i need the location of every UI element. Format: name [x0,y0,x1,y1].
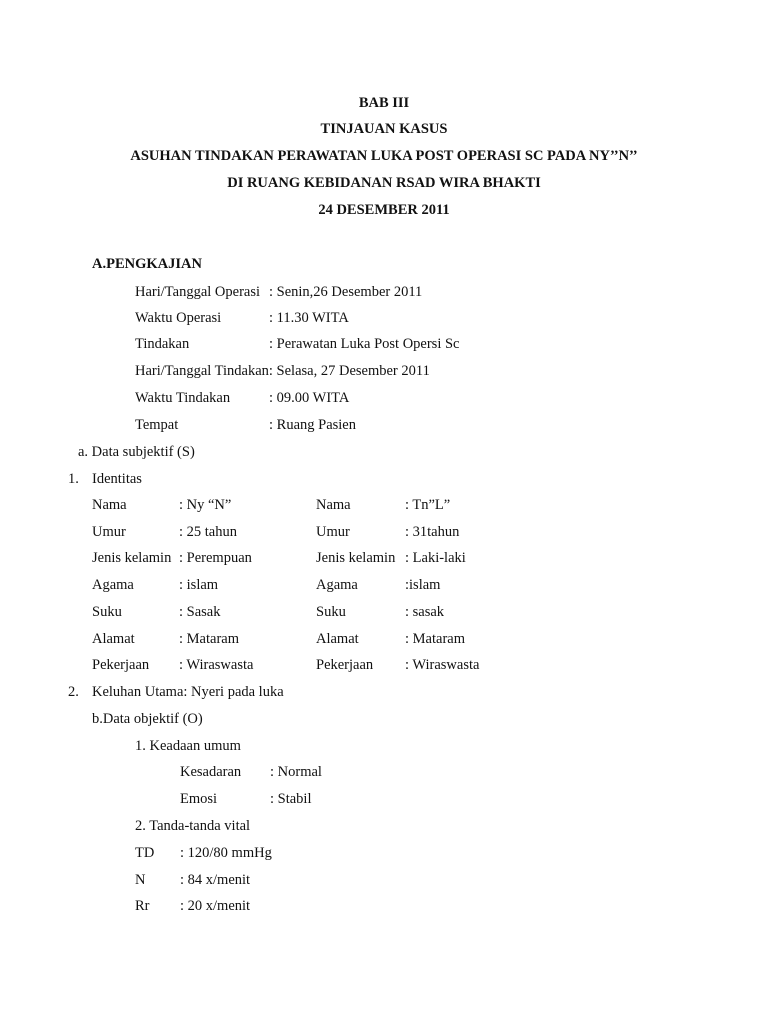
identitas-value: : Tn”L” [405,497,451,513]
tanda-vital-heading: 2. Tanda-tanda vital [135,818,251,834]
pengkajian-label: Hari/Tanggal Tindakan: Selasa, 27 Desember 2011 [135,363,430,379]
identitas-label: Nama [316,497,351,513]
identitas-value: : Perempuan [179,550,252,566]
pengkajian-value: : Senin,26 Desember 2011 [269,284,423,300]
pengkajian-value: : Perawatan Luka Post Opersi Sc [269,336,460,352]
identitas-number: 1. [68,471,79,487]
pengkajian-value: : Ruang Pasien [269,417,356,433]
identitas-label: Suku [92,604,122,620]
chapter-title: BAB III [358,95,410,111]
identitas-value: : Ny “N” [179,497,232,513]
vital-label: TD [135,845,155,861]
vital-label: N [135,872,146,888]
identitas-value: : Wiraswasta [179,657,254,673]
date-title: 24 DESEMBER 2011 [318,202,450,218]
identitas-value: : Wiraswasta [405,657,480,673]
vital-value: : 20 x/menit [180,898,251,914]
identitas-label: Agama [92,577,134,593]
identitas-value: : Laki-laki [405,550,466,566]
identitas-value: : 25 tahun [179,524,237,540]
pengkajian-value: : 09.00 WITA [269,390,350,406]
identitas-value: : Sasak [179,604,221,620]
pengkajian-label: Tindakan [135,336,190,352]
identitas-value: :islam [405,577,441,593]
vital-value: : 120/80 mmHg [180,845,272,861]
keluhan-utama: Keluhan Utama: Nyeri pada luka [92,684,284,700]
identitas-heading: Identitas [92,471,142,487]
pengkajian-value: : 11.30 WITA [269,310,349,326]
vital-label: Rr [135,898,150,914]
pengkajian-label: Waktu Operasi [135,310,222,326]
identitas-label: Umur [92,524,126,540]
identitas-label: Suku [316,604,346,620]
identitas-label: Alamat [316,631,359,647]
identitas-label: Nama [92,497,127,513]
data-subjektif-heading: a. Data subjektif (S) [78,444,195,460]
identitas-label: Jenis kelamin [316,550,396,566]
vital-value: : 84 x/menit [180,872,251,888]
identitas-value: : Mataram [179,631,239,647]
section-a-heading: A.PENGKAJIAN [92,256,202,272]
identitas-label: Agama [316,577,358,593]
data-objektif-heading: b.Data objektif (O) [92,711,203,727]
identitas-label: Alamat [92,631,135,647]
pengkajian-label: Waktu Tindakan [135,390,231,406]
chapter-subtitle: TINJAUAN KASUS [320,121,448,137]
identitas-value: : sasak [405,604,445,620]
identitas-label: Umur [316,524,350,540]
keadaan-label: Kesadaran [180,764,242,780]
pengkajian-label: Hari/Tanggal Operasi [135,284,261,300]
identitas-label: Pekerjaan [92,657,150,673]
identitas-label: Jenis kelamin [92,550,172,566]
pengkajian-label: Tempat [135,417,179,433]
keadaan-label: Emosi [180,791,218,807]
keadaan-value: : Stabil [270,791,312,807]
location-title: DI RUANG KEBIDANAN RSAD WIRA BHAKTI [227,175,541,191]
identitas-value: : 31tahun [405,524,460,540]
identitas-value: : islam [179,577,219,593]
keadaan-umum-heading: 1. Keadaan umum [135,738,241,754]
keluhan-number: 2. [68,684,79,700]
identitas-label: Pekerjaan [316,657,374,673]
identitas-value: : Mataram [405,631,465,647]
keadaan-value: : Normal [270,764,322,780]
care-title: ASUHAN TINDAKAN PERAWATAN LUKA POST OPERASI SC PADA NY’’N’’ [130,148,638,164]
